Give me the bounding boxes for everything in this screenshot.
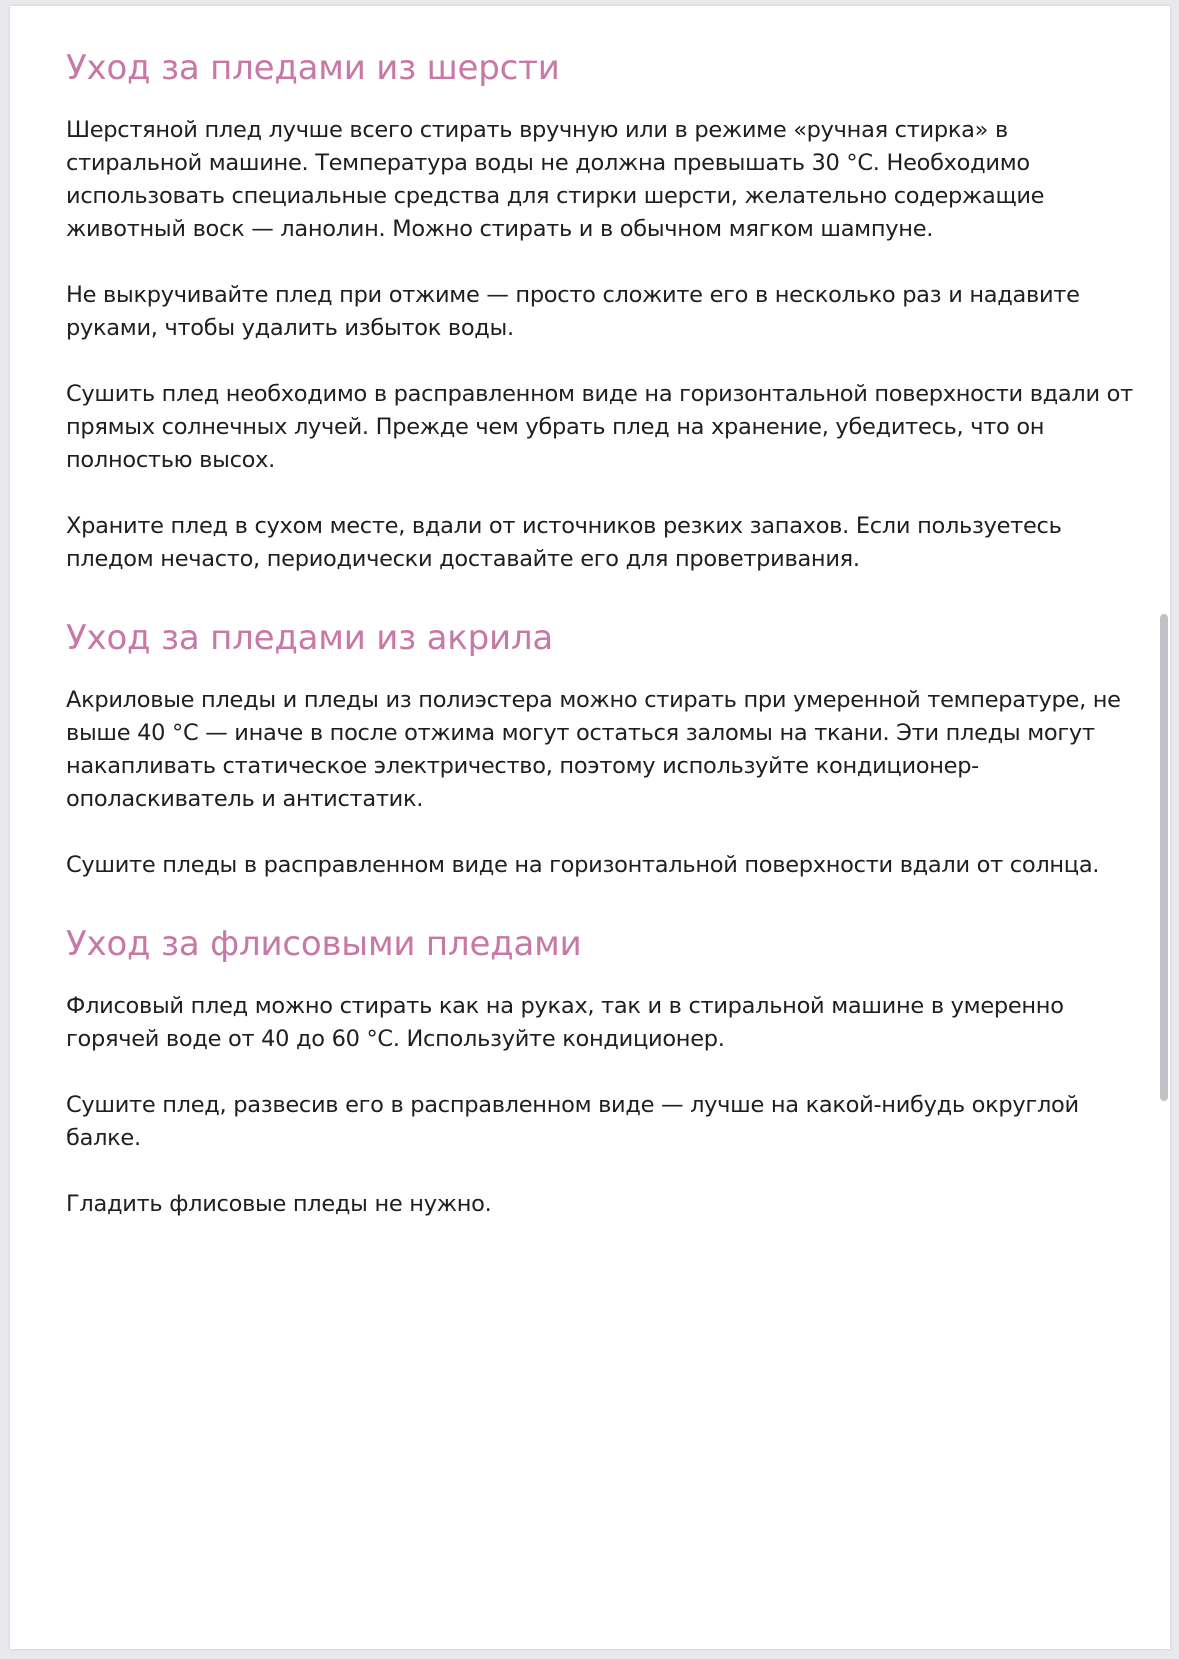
paragraph: Сушите плед, развесив его в расправленном виде — лучше на какой-нибудь округлой балке. bbox=[66, 1092, 1079, 1151]
section-fleece-care bbox=[66, 920, 1136, 1221]
section-heading: Уход за пледами из шерсти bbox=[66, 48, 560, 88]
paragraph: Храните плед в сухом месте, вдали от источников резких запахов. Если пользуетесь пледом нечасто, периодически доставайте его для проветривания. bbox=[66, 513, 1062, 572]
section-heading: Уход за пледами из акрила bbox=[66, 618, 554, 658]
paragraph: Сушите пледы в расправленном виде на горизонтальной поверхности вдали от солнца. bbox=[66, 852, 1100, 878]
paragraph: Не выкручивайте плед при отжиме — просто сложите его в несколько раз и надавите руками, чтобы удалить избыток воды. bbox=[66, 282, 1080, 341]
section-heading: Уход за флисовыми пледами bbox=[66, 924, 582, 964]
document-page bbox=[10, 6, 1170, 1649]
vertical-scrollbar[interactable] bbox=[1160, 614, 1168, 1101]
document-content bbox=[66, 44, 1136, 1221]
paragraph: Шерстяной плед лучше всего стирать вручную или в режиме «ручная стирка» в стиральной машине. Температура воды не должна превышать 30 °C. Необходимо использовать специальные средства для стирки шерсти, желательно содержащие животный воск — ланолин. Можно стирать и в обычном мягком шампуне. bbox=[66, 117, 1045, 242]
section-wool-care bbox=[66, 44, 1136, 576]
paragraph: Акриловые пледы и пледы из полиэстера можно стирать при умеренной температуре, не выше 40 °C — иначе в после отжима могут остаться заломы на ткани. Эти пледы могут накапливать статическое электричество, поэтому используйте кондиционер-ополаскиватель и антистатик. bbox=[66, 687, 1121, 812]
paragraph: Флисовый плед можно стирать как на руках, так и в стиральной машине в умеренно горячей воде от 40 до 60 °C. Используйте кондиционер. bbox=[66, 993, 1064, 1052]
paragraph: Сушить плед необходимо в расправленном виде на горизонтальной поверхности вдали от прямых солнечных лучей. Прежде чем убрать плед на хранение, убедитесь, что он полностью высох. bbox=[66, 381, 1133, 473]
paragraph: Гладить флисовые пледы не нужно. bbox=[66, 1191, 492, 1217]
section-acrylic-care bbox=[66, 614, 1136, 882]
